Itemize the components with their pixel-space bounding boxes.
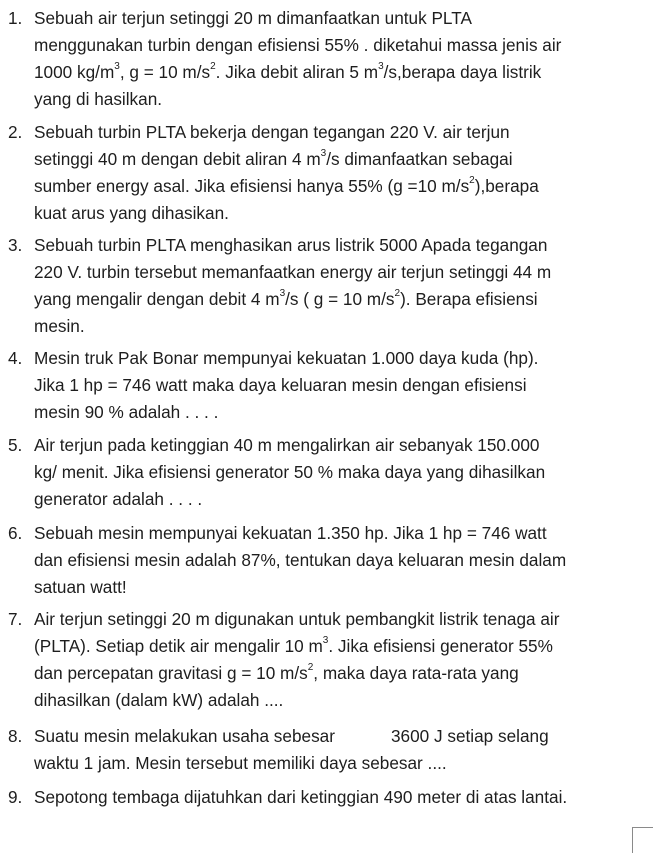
question-text-line: satuan watt! bbox=[34, 577, 127, 597]
question-text-line: waktu 1 jam. Mesin tersebut memiliki daya sebesar .... bbox=[34, 753, 447, 773]
superscript: 3 bbox=[378, 61, 384, 73]
question-number: 9. bbox=[8, 787, 23, 807]
question-9 bbox=[8, 784, 648, 811]
text-segment: (PLTA). Setiap detik air mengalir 10 m bbox=[34, 636, 323, 656]
superscript: 2 bbox=[210, 61, 216, 73]
text-segment: sumber energy asal. Jika efisiensi hanya 55% (g =10 m/s bbox=[34, 176, 470, 196]
question-text-line bbox=[8, 633, 648, 660]
superscript: 3 bbox=[279, 288, 286, 300]
question-text-line bbox=[8, 59, 648, 86]
question-8 bbox=[8, 723, 648, 777]
question-1 bbox=[8, 5, 648, 113]
question-number: 7. bbox=[8, 609, 23, 629]
question-text-line bbox=[8, 173, 648, 200]
question-number: 4. bbox=[8, 348, 23, 368]
question-number: 3. bbox=[8, 235, 23, 255]
text-segment: setinggi 40 m dengan debit aliran 4 m bbox=[34, 149, 321, 169]
question-text-line: Jika 1 hp = 746 watt maka daya keluaran mesin dengan efisiensi bbox=[34, 375, 527, 395]
text-segment: , maka daya rata-rata yang bbox=[313, 663, 519, 683]
question-text-line: Sebuah mesin mempunyai kekuatan 1.350 hp. Jika 1 hp = 746 watt bbox=[34, 523, 547, 543]
superscript: 2 bbox=[307, 662, 314, 674]
question-number: 1. bbox=[8, 8, 23, 28]
question-text-line: Mesin truk Pak Bonar mempunyai kekuatan 1.000 daya kuda (hp). bbox=[34, 348, 539, 368]
question-number: 6. bbox=[8, 523, 23, 543]
superscript: 2 bbox=[394, 288, 401, 300]
superscript: 3 bbox=[114, 61, 120, 73]
question-text-line: kuat arus yang dihasikan. bbox=[34, 203, 229, 223]
question-2 bbox=[8, 119, 648, 227]
text-segment: 1000 kg/m bbox=[34, 62, 115, 82]
text-segment: /s dimanfaatkan sebagai bbox=[326, 149, 513, 169]
question-text-line: Sepotong tembaga dijatuhkan dari ketinggian 490 meter di atas lantai. bbox=[34, 787, 568, 807]
question-text-line: Sebuah turbin PLTA bekerja dengan tegangan 220 V. air terjun bbox=[34, 122, 510, 142]
text-segment: . Jika efisiensi generator 55% bbox=[328, 636, 553, 656]
question-text-line: 220 V. turbin tersebut memanfaatkan energy air terjun setinggi 44 m bbox=[34, 262, 552, 282]
question-text-line bbox=[8, 723, 648, 750]
question-text-line bbox=[8, 660, 648, 687]
text-segment: yang mengalir dengan debit 4 m bbox=[34, 289, 280, 309]
question-text-line: menggunakan turbin dengan efisiensi 55% . diketahui massa jenis air bbox=[34, 35, 562, 55]
question-text-line: dihasilkan (dalam kW) adalah .... bbox=[34, 690, 284, 710]
text-segment: /s,berapa daya listrik bbox=[383, 62, 542, 82]
question-6 bbox=[8, 520, 648, 601]
question-text-line: Sebuah turbin PLTA menghasikan arus listrik 5000 Apada tegangan bbox=[34, 235, 548, 255]
question-text-line: Sebuah air terjun setinggi 20 m dimanfaatkan untuk PLTA bbox=[34, 8, 472, 28]
question-text-line: Air terjun pada ketinggian 40 m mengalirkan air sebanyak 150.000 bbox=[34, 435, 540, 455]
question-3 bbox=[8, 232, 648, 340]
question-5 bbox=[8, 432, 648, 513]
question-text-line: mesin 90 % adalah . . . . bbox=[34, 402, 219, 422]
question-number: 2. bbox=[8, 122, 23, 142]
question-text-line: generator adalah . . . . bbox=[34, 489, 203, 509]
corner-bracket-icon bbox=[632, 827, 653, 853]
question-number: 5. bbox=[8, 435, 23, 455]
question-text-line: Air terjun setinggi 20 m digunakan untuk pembangkit listrik tenaga air bbox=[34, 609, 560, 629]
question-text-line: kg/ menit. Jika efisiensi generator 50 % maka daya yang dihasilkan bbox=[34, 462, 546, 482]
text-segment: Suatu mesin melakukan usaha sebesar bbox=[34, 726, 335, 746]
text-segment: /s ( g = 10 m/s bbox=[285, 289, 395, 309]
text-segment: dan percepatan gravitasi g = 10 m/s bbox=[34, 663, 308, 683]
text-segment: ). Berapa efisiensi bbox=[400, 289, 538, 309]
question-text-line: mesin. bbox=[34, 316, 85, 336]
question-4 bbox=[8, 345, 648, 426]
question-text-line: yang di hasilkan. bbox=[34, 89, 163, 109]
question-text-line bbox=[8, 286, 648, 313]
superscript: 3 bbox=[322, 635, 329, 647]
text-segment: 3600 J setiap selang bbox=[390, 726, 549, 746]
question-number: 8. bbox=[8, 726, 23, 746]
question-7 bbox=[8, 606, 648, 714]
superscript: 3 bbox=[320, 148, 327, 160]
text-segment: . Jika debit aliran 5 m bbox=[215, 62, 379, 82]
superscript: 2 bbox=[469, 175, 475, 187]
text-segment: , g = 10 m/s bbox=[119, 62, 211, 82]
question-text-line: dan efisiensi mesin adalah 87%, tentukan daya keluaran mesin dalam bbox=[34, 550, 567, 570]
question-text-line bbox=[8, 146, 648, 173]
text-segment: ),berapa bbox=[474, 176, 539, 196]
